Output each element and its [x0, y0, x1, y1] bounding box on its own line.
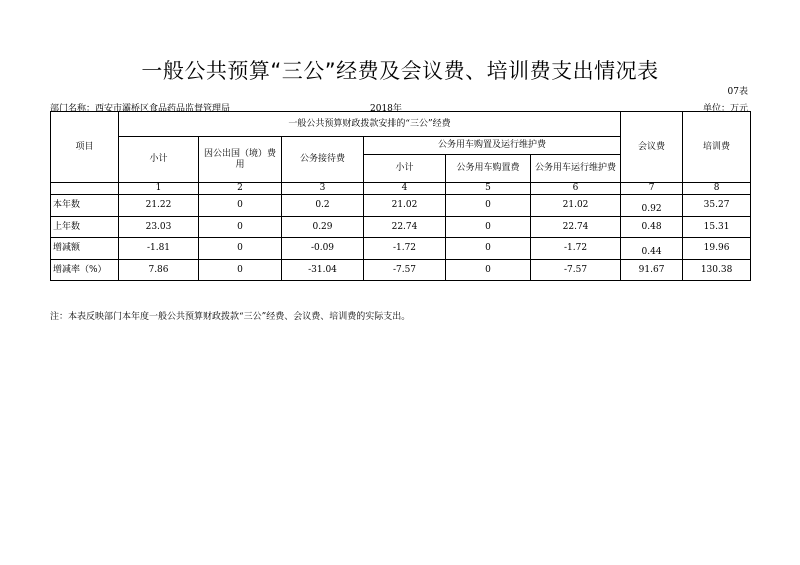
cell-value: 0.92: [621, 195, 683, 217]
cell-value: 7.86: [119, 260, 199, 281]
col-number: 2: [199, 183, 282, 195]
cell-value: -31.04: [282, 260, 364, 281]
header-vehicle-operation: 公务用车运行维护费: [531, 155, 621, 183]
cell-value: 22.74: [531, 217, 621, 238]
cell-value: 0: [199, 217, 282, 238]
cell-value: 0: [446, 260, 531, 281]
cell-value: 0.29: [282, 217, 364, 238]
header-reception: 公务接待费: [282, 137, 364, 183]
cell-value: 21.02: [531, 195, 621, 217]
cell-value: 19.96: [683, 238, 751, 260]
col-number: 4: [364, 183, 446, 195]
cell-value: -7.57: [531, 260, 621, 281]
col-number: 6: [531, 183, 621, 195]
cell-value: 0: [199, 238, 282, 260]
header-item: 项目: [51, 112, 119, 183]
cell-value: 0.44: [621, 238, 683, 260]
cell-value: 0: [199, 260, 282, 281]
cell-value: 0: [446, 238, 531, 260]
header-overseas: 因公出国（境）费用: [199, 137, 282, 183]
cell-value: 21.02: [364, 195, 446, 217]
cell-value: 91.67: [621, 260, 683, 281]
col-number: 7: [621, 183, 683, 195]
cell-value: -1.81: [119, 238, 199, 260]
header-meeting: 会议费: [621, 112, 683, 183]
cell-value: 21.22: [119, 195, 199, 217]
expense-table: [50, 111, 751, 281]
table-row-change-amount: [51, 238, 751, 260]
cell-value: 35.27: [683, 195, 751, 217]
table-row-previous-year: [51, 217, 751, 238]
cell-value: 0: [446, 195, 531, 217]
row-label: 增减率（%）: [51, 260, 119, 281]
table-row-change-rate: [51, 260, 751, 281]
form-number: 07表: [727, 87, 748, 97]
table-row-current-year: [51, 195, 751, 217]
unit-label: 单位：万元: [702, 104, 748, 114]
header-training: 培训费: [683, 112, 751, 183]
cell-value: 0: [446, 217, 531, 238]
header-vehicle-subtotal: 小计: [364, 155, 446, 183]
header-three-public: 一般公共预算财政拨款安排的“三公”经费: [119, 112, 621, 137]
cell-value: 22.74: [364, 217, 446, 238]
col-number: 3: [282, 183, 364, 195]
row-label: 上年数: [51, 217, 119, 238]
cell-value: 0: [199, 195, 282, 217]
report-year: 2018年: [370, 104, 402, 114]
row-label: 增减额: [51, 238, 119, 260]
cell-value: -7.57: [364, 260, 446, 281]
col-number-blank: [51, 183, 119, 195]
cell-value: 0.48: [621, 217, 683, 238]
cell-value: 130.38: [683, 260, 751, 281]
col-number: 8: [683, 183, 751, 195]
cell-value: 15.31: [683, 217, 751, 238]
report-title: 一般公共预算“三公”经费及会议费、培训费支出情况表: [141, 59, 659, 83]
cell-value: 23.03: [119, 217, 199, 238]
col-number: 1: [119, 183, 199, 195]
department-name: 部门名称：西安市灞桥区食品药品监督管理局: [50, 104, 231, 114]
row-label: 本年数: [51, 195, 119, 217]
cell-value: -1.72: [531, 238, 621, 260]
footnote: 注：本表反映部门本年度一般公共预算财政拨款“三公”经费、会议费、培训费的实际支出。: [50, 312, 411, 322]
header-vehicle-group: 公务用车购置及运行维护费: [364, 137, 621, 155]
col-number: 5: [446, 183, 531, 195]
cell-value: -0.09: [282, 238, 364, 260]
header-vehicle-purchase: 公务用车购置费: [446, 155, 531, 183]
header-subtotal: 小计: [119, 137, 199, 183]
cell-value: -1.72: [364, 238, 446, 260]
cell-value: 0.2: [282, 195, 364, 217]
